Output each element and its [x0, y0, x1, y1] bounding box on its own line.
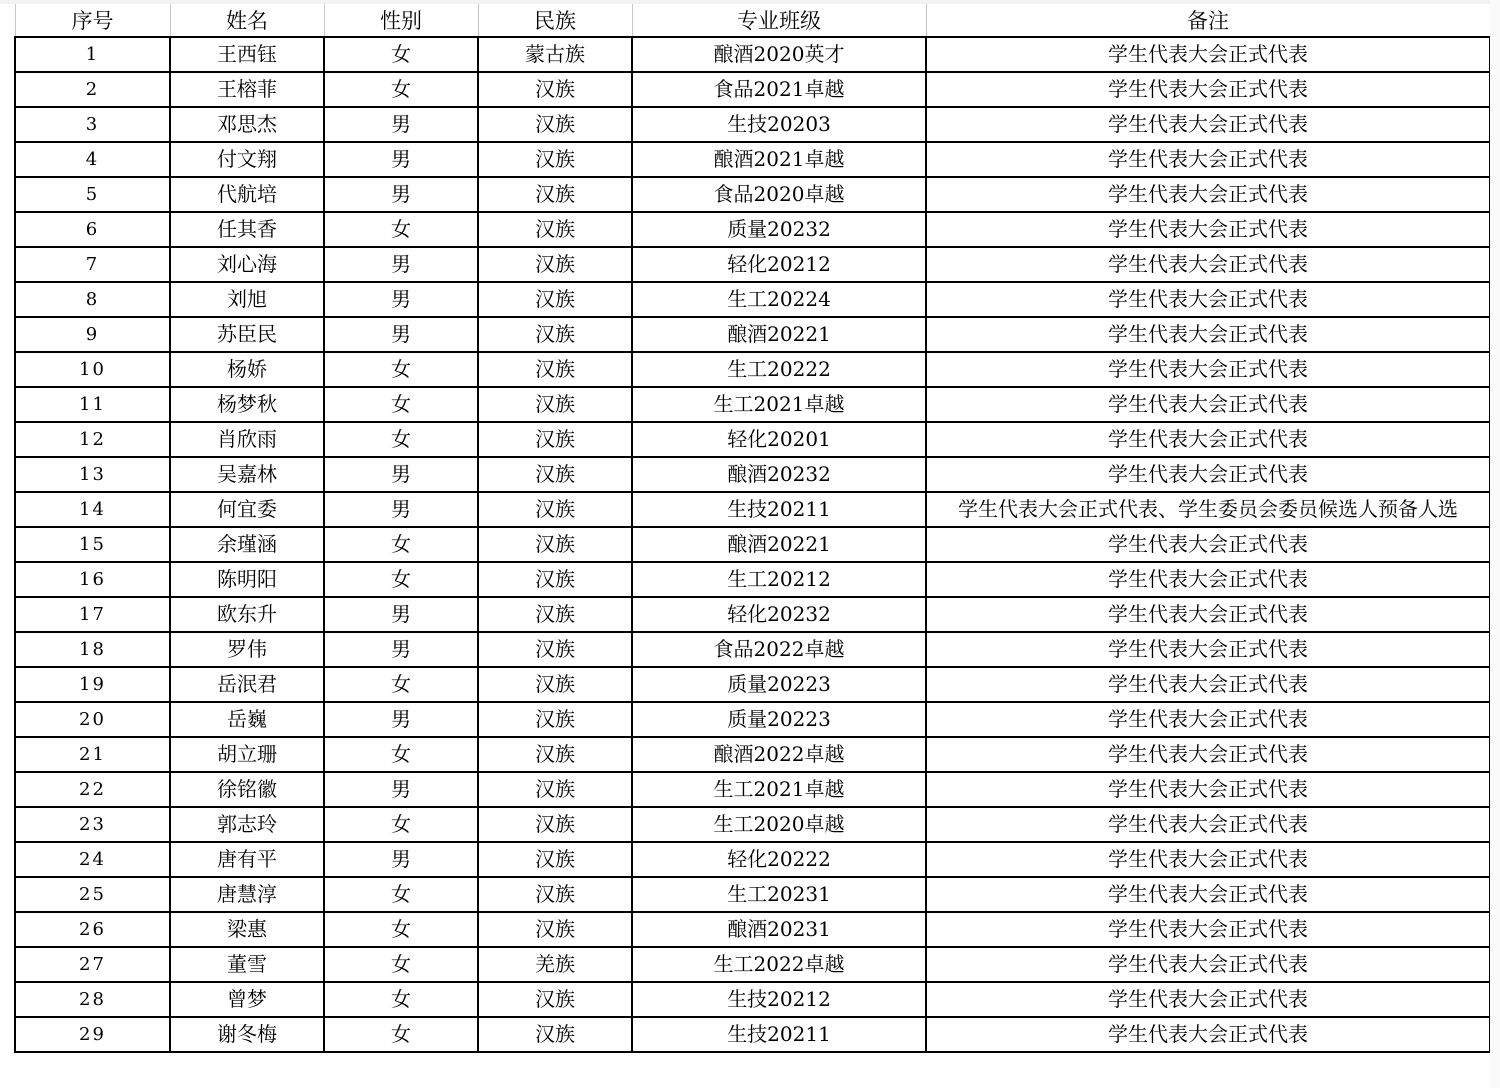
cell-gender[interactable]: 男 [324, 142, 478, 177]
cell-index[interactable]: 23 [15, 807, 170, 842]
cell-name[interactable]: 刘旭 [170, 282, 324, 317]
cell-class[interactable]: 质量20223 [632, 702, 926, 737]
cell-class[interactable]: 生技20211 [632, 492, 926, 527]
cell-index[interactable]: 3 [15, 107, 170, 142]
cell-name[interactable]: 杨梦秋 [170, 387, 324, 422]
cell-class[interactable]: 生工2022卓越 [632, 947, 926, 982]
cell-gender[interactable]: 女 [324, 667, 478, 702]
cell-ethnicity[interactable]: 羌族 [478, 947, 632, 982]
cell-class[interactable]: 生技20212 [632, 982, 926, 1017]
cell-gender[interactable]: 女 [324, 72, 478, 107]
cell-class[interactable]: 质量20232 [632, 212, 926, 247]
cell-class[interactable]: 酿酒2020英才 [632, 37, 926, 72]
table-row [15, 212, 1490, 247]
cell-gender[interactable]: 女 [324, 527, 478, 562]
cell-class[interactable]: 食品2020卓越 [632, 177, 926, 212]
cell-class[interactable]: 酿酒20231 [632, 912, 926, 947]
cell-gender[interactable]: 男 [324, 772, 478, 807]
cell-class[interactable]: 生工20212 [632, 562, 926, 597]
table-row [15, 317, 1490, 352]
table-row [15, 842, 1490, 877]
cell-name[interactable]: 谢冬梅 [170, 1017, 324, 1052]
cell-name[interactable]: 余瑾涵 [170, 527, 324, 562]
table-row [15, 282, 1490, 317]
cell-ethnicity[interactable]: 汉族 [478, 142, 632, 177]
cell-gender[interactable]: 女 [324, 737, 478, 772]
cell-gender[interactable]: 男 [324, 247, 478, 282]
cell-name[interactable]: 付文翔 [170, 142, 324, 177]
header-remarks[interactable]: 备注 [926, 4, 1490, 37]
cell-gender[interactable]: 女 [324, 212, 478, 247]
cell-class[interactable]: 生工20231 [632, 877, 926, 912]
cell-remarks[interactable]: 学生代表大会正式代表 [926, 527, 1490, 562]
cell-remarks[interactable]: 学生代表大会正式代表 [926, 247, 1490, 282]
cell-index[interactable]: 5 [15, 177, 170, 212]
cell-gender[interactable]: 女 [324, 422, 478, 457]
cell-ethnicity[interactable]: 汉族 [478, 842, 632, 877]
cell-gender[interactable]: 女 [324, 877, 478, 912]
cell-gender[interactable]: 女 [324, 807, 478, 842]
cell-index[interactable]: 17 [15, 597, 170, 632]
cell-name[interactable]: 胡立珊 [170, 737, 324, 772]
cell-gender[interactable]: 男 [324, 177, 478, 212]
cell-remarks[interactable]: 学生代表大会正式代表 [926, 212, 1490, 247]
cell-name[interactable]: 邓思杰 [170, 107, 324, 142]
cell-index[interactable]: 1 [15, 37, 170, 72]
cell-class[interactable]: 酿酒20221 [632, 527, 926, 562]
cell-remarks[interactable]: 学生代表大会正式代表 [926, 387, 1490, 422]
cell-ethnicity[interactable]: 汉族 [478, 772, 632, 807]
cell-gender[interactable]: 男 [324, 632, 478, 667]
cell-gender[interactable]: 男 [324, 317, 478, 352]
header-gender[interactable]: 性别 [324, 4, 478, 37]
cell-class[interactable]: 生技20203 [632, 107, 926, 142]
cell-index[interactable]: 21 [15, 737, 170, 772]
cell-index[interactable]: 4 [15, 142, 170, 177]
cell-name[interactable]: 苏臣民 [170, 317, 324, 352]
table-row [15, 422, 1490, 457]
table-row [15, 177, 1490, 212]
cell-index[interactable]: 22 [15, 772, 170, 807]
table-row [15, 37, 1490, 72]
cell-remarks[interactable]: 学生代表大会正式代表 [926, 597, 1490, 632]
cell-ethnicity[interactable]: 汉族 [478, 72, 632, 107]
cell-class[interactable]: 轻化20232 [632, 597, 926, 632]
cell-class[interactable]: 轻化20201 [632, 422, 926, 457]
cell-remarks[interactable]: 学生代表大会正式代表 [926, 737, 1490, 772]
cell-ethnicity[interactable]: 汉族 [478, 177, 632, 212]
cell-name[interactable]: 岳巍 [170, 702, 324, 737]
table-row [15, 807, 1490, 842]
cell-gender[interactable]: 男 [324, 597, 478, 632]
cell-name[interactable]: 陈明阳 [170, 562, 324, 597]
cell-name[interactable]: 董雪 [170, 947, 324, 982]
table-row [15, 667, 1490, 702]
table-row [15, 457, 1490, 492]
cell-ethnicity[interactable]: 汉族 [478, 247, 632, 282]
cell-name[interactable]: 杨娇 [170, 352, 324, 387]
cell-name[interactable]: 唐慧淳 [170, 877, 324, 912]
cell-remarks[interactable]: 学生代表大会正式代表 [926, 982, 1490, 1017]
cell-index[interactable]: 29 [15, 1017, 170, 1052]
table-row [15, 1017, 1490, 1052]
table-row [15, 947, 1490, 982]
cell-index[interactable]: 10 [15, 352, 170, 387]
table-body [15, 37, 1490, 1052]
cell-remarks[interactable]: 学生代表大会正式代表 [926, 562, 1490, 597]
cell-index[interactable]: 28 [15, 982, 170, 1017]
cell-class[interactable]: 生工20224 [632, 282, 926, 317]
cell-class[interactable]: 轻化20222 [632, 842, 926, 877]
cell-name[interactable]: 吴嘉林 [170, 457, 324, 492]
cell-ethnicity[interactable]: 汉族 [478, 807, 632, 842]
roster-table [14, 4, 1491, 1053]
cell-gender[interactable]: 女 [324, 1017, 478, 1052]
cell-gender[interactable]: 女 [324, 37, 478, 72]
table-row [15, 527, 1490, 562]
cell-ethnicity[interactable]: 汉族 [478, 667, 632, 702]
cell-remarks[interactable]: 学生代表大会正式代表、学生委员会委员候选人预备人选 [926, 492, 1490, 527]
cell-index[interactable]: 27 [15, 947, 170, 982]
table-row [15, 877, 1490, 912]
table-row [15, 107, 1490, 142]
cell-gender[interactable]: 女 [324, 352, 478, 387]
cell-ethnicity[interactable]: 汉族 [478, 562, 632, 597]
table-row [15, 632, 1490, 667]
header-ethnicity[interactable]: 民族 [478, 4, 632, 37]
cell-remarks[interactable]: 学生代表大会正式代表 [926, 457, 1490, 492]
cell-remarks[interactable]: 学生代表大会正式代表 [926, 37, 1490, 72]
table-row [15, 982, 1490, 1017]
cell-remarks[interactable]: 学生代表大会正式代表 [926, 912, 1490, 947]
cell-index[interactable]: 19 [15, 667, 170, 702]
cell-name[interactable]: 王榕菲 [170, 72, 324, 107]
cell-ethnicity[interactable]: 汉族 [478, 737, 632, 772]
cell-remarks[interactable]: 学生代表大会正式代表 [926, 72, 1490, 107]
cell-class[interactable]: 生工2021卓越 [632, 772, 926, 807]
table-row [15, 912, 1490, 947]
cell-ethnicity[interactable]: 汉族 [478, 597, 632, 632]
cell-name[interactable]: 徐铭徽 [170, 772, 324, 807]
cell-remarks[interactable]: 学生代表大会正式代表 [926, 422, 1490, 457]
cell-ethnicity[interactable]: 汉族 [478, 632, 632, 667]
cell-index[interactable]: 9 [15, 317, 170, 352]
cell-remarks[interactable]: 学生代表大会正式代表 [926, 1017, 1490, 1052]
cell-ethnicity[interactable]: 汉族 [478, 457, 632, 492]
cell-gender[interactable]: 男 [324, 282, 478, 317]
cell-remarks[interactable]: 学生代表大会正式代表 [926, 142, 1490, 177]
table-row [15, 492, 1490, 527]
cell-index[interactable]: 13 [15, 457, 170, 492]
cell-ethnicity[interactable]: 汉族 [478, 317, 632, 352]
header-class[interactable]: 专业班级 [632, 4, 926, 37]
table-row [15, 562, 1490, 597]
cell-index[interactable]: 12 [15, 422, 170, 457]
cell-ethnicity[interactable]: 汉族 [478, 492, 632, 527]
cell-gender[interactable]: 女 [324, 387, 478, 422]
cell-index[interactable]: 14 [15, 492, 170, 527]
cell-class[interactable]: 酿酒2021卓越 [632, 142, 926, 177]
cell-remarks[interactable]: 学生代表大会正式代表 [926, 177, 1490, 212]
cell-ethnicity[interactable]: 汉族 [478, 982, 632, 1017]
cell-name[interactable]: 梁惠 [170, 912, 324, 947]
table-row [15, 352, 1490, 387]
cell-name[interactable]: 罗伟 [170, 632, 324, 667]
cell-remarks[interactable]: 学生代表大会正式代表 [926, 317, 1490, 352]
table-row [15, 72, 1490, 107]
cell-remarks[interactable]: 学生代表大会正式代表 [926, 947, 1490, 982]
header-index[interactable]: 序号 [15, 4, 170, 37]
header-name[interactable]: 姓名 [170, 4, 324, 37]
cell-name[interactable]: 岳泯君 [170, 667, 324, 702]
cell-index[interactable]: 8 [15, 282, 170, 317]
cell-class[interactable]: 质量20223 [632, 667, 926, 702]
cell-class[interactable]: 生工20222 [632, 352, 926, 387]
cell-index[interactable]: 18 [15, 632, 170, 667]
cell-ethnicity[interactable]: 汉族 [478, 527, 632, 562]
cell-gender[interactable]: 女 [324, 982, 478, 1017]
cell-ethnicity[interactable]: 汉族 [478, 422, 632, 457]
cell-name[interactable]: 代航培 [170, 177, 324, 212]
cell-remarks[interactable]: 学生代表大会正式代表 [926, 282, 1490, 317]
cell-class[interactable]: 生技20211 [632, 1017, 926, 1052]
cell-ethnicity[interactable]: 汉族 [478, 212, 632, 247]
table-row [15, 702, 1490, 737]
cell-index[interactable]: 20 [15, 702, 170, 737]
cell-name[interactable]: 欧东升 [170, 597, 324, 632]
cell-ethnicity[interactable]: 汉族 [478, 282, 632, 317]
cell-ethnicity[interactable]: 蒙古族 [478, 37, 632, 72]
cell-index[interactable]: 25 [15, 877, 170, 912]
cell-gender[interactable]: 男 [324, 107, 478, 142]
cell-ethnicity[interactable]: 汉族 [478, 877, 632, 912]
table-header [15, 4, 1490, 37]
table-row [15, 142, 1490, 177]
cell-name[interactable]: 任其香 [170, 212, 324, 247]
cell-remarks[interactable]: 学生代表大会正式代表 [926, 807, 1490, 842]
cell-gender[interactable]: 女 [324, 912, 478, 947]
cell-remarks[interactable]: 学生代表大会正式代表 [926, 667, 1490, 702]
cell-ethnicity[interactable]: 汉族 [478, 1017, 632, 1052]
cell-index[interactable]: 7 [15, 247, 170, 282]
cell-index[interactable]: 26 [15, 912, 170, 947]
table-row [15, 772, 1490, 807]
cell-ethnicity[interactable]: 汉族 [478, 387, 632, 422]
cell-gender[interactable]: 男 [324, 702, 478, 737]
cell-ethnicity[interactable]: 汉族 [478, 702, 632, 737]
cell-gender[interactable]: 男 [324, 842, 478, 877]
cell-name[interactable]: 王西钰 [170, 37, 324, 72]
cell-class[interactable]: 食品2021卓越 [632, 72, 926, 107]
cell-ethnicity[interactable]: 汉族 [478, 912, 632, 947]
cell-class[interactable]: 酿酒20221 [632, 317, 926, 352]
cell-remarks[interactable]: 学生代表大会正式代表 [926, 877, 1490, 912]
cell-remarks[interactable]: 学生代表大会正式代表 [926, 632, 1490, 667]
cell-name[interactable]: 曾梦 [170, 982, 324, 1017]
cell-class[interactable]: 轻化20212 [632, 247, 926, 282]
cell-index[interactable]: 6 [15, 212, 170, 247]
cell-name[interactable]: 唐有平 [170, 842, 324, 877]
cell-remarks[interactable]: 学生代表大会正式代表 [926, 842, 1490, 877]
cell-ethnicity[interactable]: 汉族 [478, 352, 632, 387]
header-row [15, 4, 1490, 37]
cell-gender[interactable]: 女 [324, 562, 478, 597]
cell-remarks[interactable]: 学生代表大会正式代表 [926, 352, 1490, 387]
cell-class[interactable]: 酿酒20232 [632, 457, 926, 492]
cell-name[interactable]: 肖欣雨 [170, 422, 324, 457]
table-row [15, 387, 1490, 422]
cell-name[interactable]: 郭志玲 [170, 807, 324, 842]
table-row [15, 597, 1490, 632]
cell-class[interactable]: 酿酒2022卓越 [632, 737, 926, 772]
cell-index[interactable]: 2 [15, 72, 170, 107]
cell-ethnicity[interactable]: 汉族 [478, 107, 632, 142]
cell-class[interactable]: 生工2021卓越 [632, 387, 926, 422]
cell-class[interactable]: 生工2020卓越 [632, 807, 926, 842]
cell-name[interactable]: 刘心海 [170, 247, 324, 282]
cell-index[interactable]: 11 [15, 387, 170, 422]
cell-index[interactable]: 24 [15, 842, 170, 877]
cell-remarks[interactable]: 学生代表大会正式代表 [926, 107, 1490, 142]
sheet-right-edge [1490, 0, 1500, 1088]
cell-index[interactable]: 16 [15, 562, 170, 597]
cell-index[interactable]: 15 [15, 527, 170, 562]
cell-gender[interactable]: 男 [324, 492, 478, 527]
cell-remarks[interactable]: 学生代表大会正式代表 [926, 772, 1490, 807]
table-row [15, 737, 1490, 772]
table-row [15, 247, 1490, 282]
cell-class[interactable]: 食品2022卓越 [632, 632, 926, 667]
cell-gender[interactable]: 女 [324, 947, 478, 982]
cell-gender[interactable]: 男 [324, 457, 478, 492]
cell-name[interactable]: 何宜委 [170, 492, 324, 527]
cell-remarks[interactable]: 学生代表大会正式代表 [926, 702, 1490, 737]
